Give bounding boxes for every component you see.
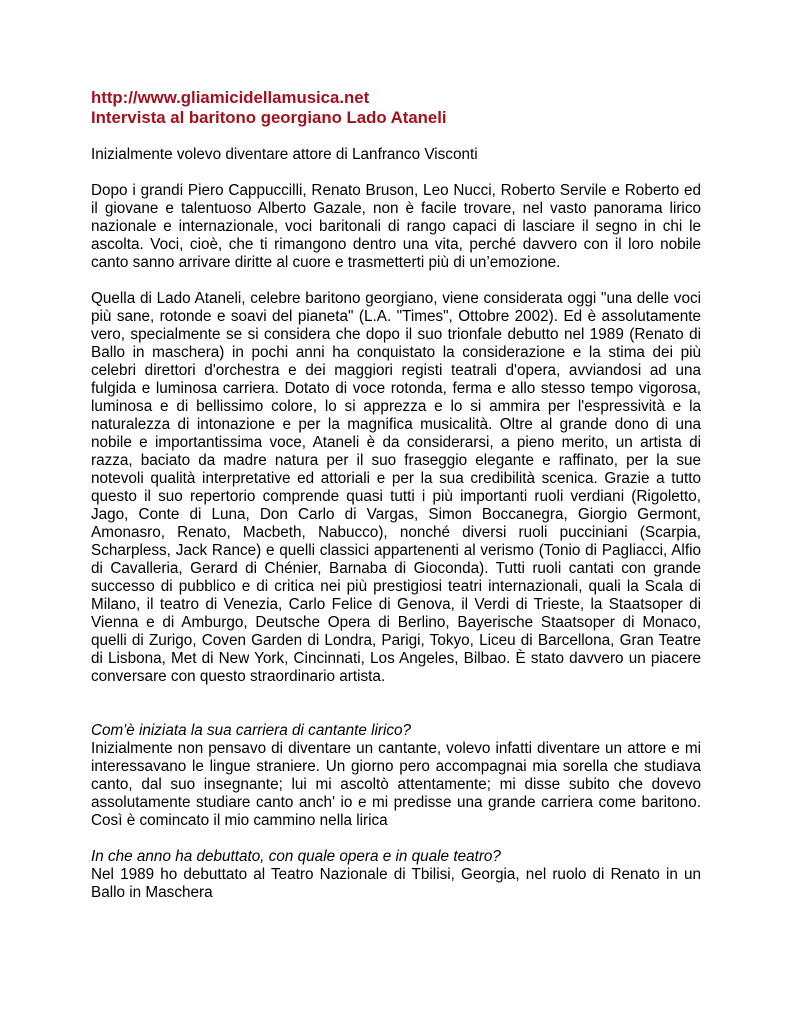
interview-answer: Inizialmente non pensavo di diventare un cantante, volevo infatti diventare un attore e mi interessavano le lingue straniere. Un giorno pero accompagnai mia sorella che studiava canto, dal suo insegnante; lui mi ascoltò attentamente; mi disse subito che dovevo assolutamente studiare canto anch' io e mi predisse una grande carriera come baritono. Così è comincato il mio cammino nella lirica xyxy=(91,740,701,829)
document-page xyxy=(91,88,701,902)
website-link[interactable]: http://www.gliamicidellamusica.net xyxy=(91,88,370,107)
interview-question: Com'è iniziata la sua carriera di cantante lirico? xyxy=(91,722,412,739)
interview-question: In che anno ha debuttato, con quale opera e in quale teatro? xyxy=(91,848,501,865)
interview-subtitle: Inizialmente volevo diventare attore di Lanfranco Visconti xyxy=(91,146,478,163)
interview-title: Intervista al baritono georgiano Lado Ataneli xyxy=(91,108,447,127)
interview-answer: Nel 1989 ho debuttato al Teatro Nazionale di Tbilisi, Georgia, nel ruolo di Renato in un Ballo in Maschera xyxy=(91,866,701,901)
biography-paragraph: Quella di Lado Ataneli, celebre baritono georgiano, viene considerata oggi "una delle voci più sane, rotonde e soavi del pianeta" (L.A. "Times", Ottobre 2002). Ed è assolutamente vero, specialmente se si considera che dopo il suo trionfale debutto nel 1989 (Renato di Ballo in maschera) in pochi anni ha conquistato la considerazione e la stima dei più celebri direttori d'orchestra e dei maggiori registi teatrali d'opera, avviandosi ad una fulgida e luminosa carriera. Dotato di voce rotonda, ferma e allo stesso tempo vigorosa, luminosa e di bellissimo colore, lo si apprezza e lo si ammira per l'espressività e la naturalezza di intonazione e per la magnifica musicalità. Oltre al grande dono di una nobile e importantissima voce, Ataneli è da considerarsi, a pieno merito, un artista di razza, baciato da madre natura per il suo fraseggio elegante e raffinato, per la sue notevoli qualità interpretative ed attoriali e per la sua credibilità scenica. Grazie a tutto questo il suo repertorio comprende quasi tutti i più importanti ruoli verdiani (Rigoletto, Jago, Conte di Luna, Don Carlo di Vargas, Simon Boccanegra, Giorgio Germont, Amonasro, Renato, Macbeth, Nabucco), nonché diversi ruoli pucciniani (Scarpia, Scharpless, Jack Rance) e quelli classici appartenenti al verismo (Tonio di Pagliacci, Alfio di Cavalleria, Gerard di Chénier, Barnaba di Gioconda). Tutti ruoli cantati con grande successo di pubblico e di critica nei più prestigiosi teatri internazionali, quali la Scala di Milano, il teatro di Venezia, Carlo Felice di Genova, il Verdi di Trieste, la Staatsoper di Vienna e di Amburgo, Deutsche Opera di Berlino, Bayerische Staatsoper di Monaco, quelli di Zurigo, Coven Garden di Londra, Parigi, Tokyo, Liceu di Barcellona, Gran Teatre di Lisbona, Met di New York, Cincinnati, Los Angeles, Bilbao. È stato davvero un piacere conversare con questo straordinario artista. xyxy=(91,290,701,685)
intro-paragraph: Dopo i grandi Piero Cappuccilli, Renato Bruson, Leo Nucci, Roberto Servile e Roberto ed il giovane e talentuoso Alberto Gazale, non è facile trovare, nel vasto panorama lirico nazionale e internazionale, voci baritonali di rango capaci di lasciare il segno in chi le ascolta. Voci, cioè, che ti rimangono dentro una vita, perché davvero con il loro nobile canto sanno arrivare diritte al cuore e trasmetterti più di un’emozione. xyxy=(91,182,701,271)
qa-item xyxy=(91,722,701,830)
qa-item xyxy=(91,848,701,902)
